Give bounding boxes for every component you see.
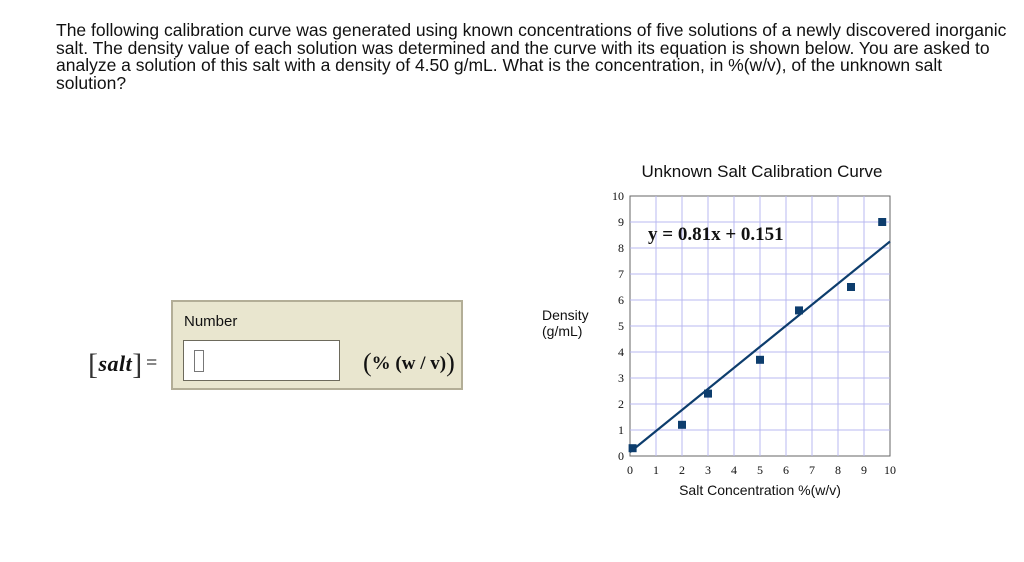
x-tick-labels <box>627 463 896 477</box>
y-tick-label: 6 <box>618 293 624 307</box>
y-tick-label: 5 <box>618 319 624 333</box>
y-tick-label: 2 <box>618 397 624 411</box>
y-tick-label: 4 <box>618 345 624 359</box>
y-tick-label: 3 <box>618 371 624 385</box>
y-tick-label: 9 <box>618 215 624 229</box>
salt-variable-label: [salt] <box>88 348 143 381</box>
y-tick-labels <box>612 189 624 463</box>
data-point <box>629 444 637 452</box>
trendline-equation: y = 0.81x + 0.151 <box>648 224 784 245</box>
x-tick-label: 2 <box>679 463 685 477</box>
x-tick-label: 6 <box>783 463 789 477</box>
answer-input[interactable] <box>183 340 340 381</box>
x-tick-label: 10 <box>884 463 896 477</box>
unit-label: (% (w / v)) <box>363 348 455 377</box>
data-point <box>878 218 886 226</box>
y-tick-label: 1 <box>618 423 624 437</box>
x-tick-label: 7 <box>809 463 815 477</box>
chart-title: Unknown Salt Calibration Curve <box>641 162 883 181</box>
x-tick-label: 8 <box>835 463 841 477</box>
data-point <box>704 390 712 398</box>
x-tick-label: 9 <box>861 463 867 477</box>
x-tick-label: 1 <box>653 463 659 477</box>
x-tick-label: 5 <box>757 463 763 477</box>
answer-panel <box>171 300 463 390</box>
data-point <box>795 306 803 314</box>
y-tick-label: 0 <box>618 449 624 463</box>
data-point <box>847 283 855 291</box>
equals-sign: = <box>146 352 158 374</box>
y-axis-label: Density (g/mL) <box>542 307 589 339</box>
x-tick-label: 0 <box>627 463 633 477</box>
data-point <box>678 421 686 429</box>
x-tick-label: 3 <box>705 463 711 477</box>
salt-variable-name: salt <box>98 351 133 376</box>
x-tick-label: 4 <box>731 463 737 477</box>
data-point <box>756 356 764 364</box>
y-tick-label: 7 <box>618 267 624 281</box>
y-tick-label: 8 <box>618 241 624 255</box>
x-axis-label: Salt Concentration %(w/v) <box>679 482 841 498</box>
question-text: The following calibration curve was generated using known concentrations of five solutions of a newly discovered inorganic salt. The density value of each solution was determined and the curve with its equation is shown below. You are asked to analyze a solution of this salt with a density of 4.50 g/mL. What is the concentration, in %(w/v), of the unknown salt solution? <box>56 20 1007 93</box>
number-label: Number <box>184 313 238 330</box>
calibration-chart <box>530 150 910 510</box>
y-tick-label: 10 <box>612 189 624 203</box>
